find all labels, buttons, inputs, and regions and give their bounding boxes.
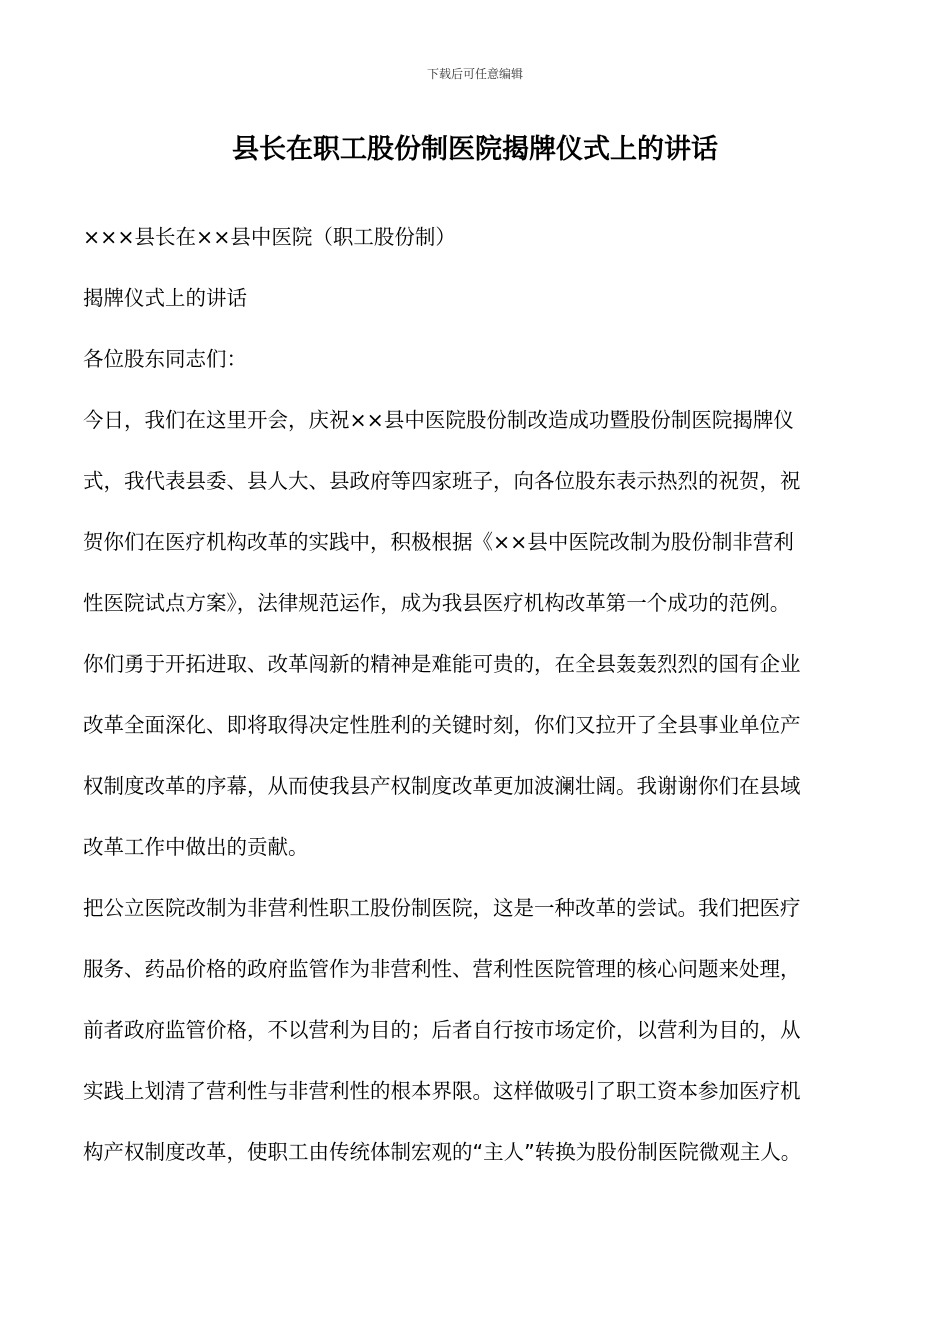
body-line: 构产权制度改革，使职工由传统体制宏观的“主人”转换为股份制医院微观主人。: [83, 1140, 802, 1164]
body-line: 式，我代表县委、县人大、县政府等四家班子，向各位股东表示热烈的祝贺，祝: [83, 469, 801, 493]
body-block-opening: [83, 207, 873, 878]
body-line-salutation: 各位股东同志们：: [83, 347, 247, 371]
body-block-reform: [83, 878, 873, 1183]
body-line: 前者政府监管价格，不以营利为目的；后者自行按市场定价，以营利为目的，从: [83, 1018, 801, 1042]
body-line: 贺你们在医疗机构改革的实践中，积极根据《××县中医院改制为股份制非营利: [83, 530, 794, 554]
body-line: 实践上划清了营利性与非营利性的根本界限。这样做吸引了职工资本参加医疗机: [83, 1079, 801, 1103]
body-line: 权制度改革的序幕，从而使我县产权制度改革更加波澜壮阔。我谢谢你们在县域: [83, 774, 801, 798]
body-line: 性医院试点方案》，法律规范运作，成为我县医疗机构改革第一个成功的范例。: [83, 591, 791, 615]
body-line: 今日，我们在这里开会，庆祝××县中医院股份制改造成功暨股份制医院揭牌仪: [83, 408, 794, 432]
header-note: 下载后可任意编辑: [426, 67, 523, 81]
body-line: 改革工作中做出的贡献。: [83, 835, 309, 859]
body-line: 改革全面深化、即将取得决定性胜利的关键时刻，你们又拉开了全县事业单位产: [83, 713, 801, 737]
document-title: 县长在职工股份制医院揭牌仪式上的讲话: [232, 134, 718, 165]
body-line-subtitle-2: 揭牌仪式上的讲话: [83, 286, 247, 310]
body-line: 你们勇于开拓进取、改革闯新的精神是难能可贵的，在全县轰轰烈烈的国有企业: [83, 652, 801, 676]
body-line: 把公立医院改制为非营利性职工股份制医院，这是一种改革的尝试。我们把医疗: [83, 896, 801, 920]
body-line-subtitle-1: ×××县长在××县中医院（职工股份制）: [83, 225, 456, 249]
body-line: 服务、药品价格的政府监管作为非营利性、营利性医院管理的核心问题来处理，: [83, 957, 801, 981]
